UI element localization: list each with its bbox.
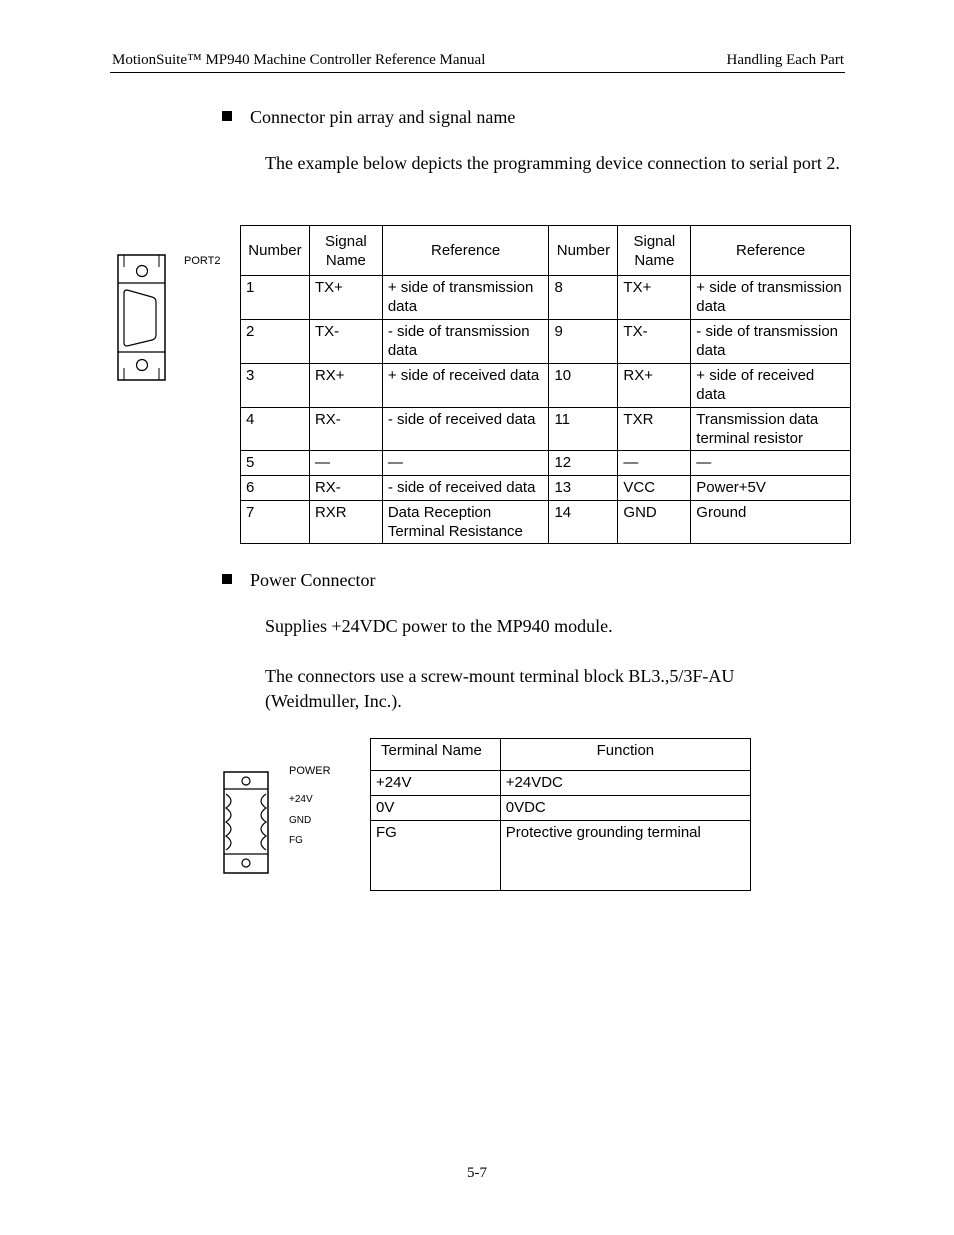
table-row: [241, 276, 851, 320]
power-terminal-table: [370, 738, 751, 891]
table-cell: +24V: [371, 771, 501, 796]
bullet-square-icon: [222, 111, 232, 121]
table-cell: Ground: [691, 501, 851, 544]
table-cell: 8: [549, 276, 618, 320]
table-header-row: [241, 226, 851, 276]
column-header: Reference: [691, 226, 851, 276]
table-cell: 13: [549, 476, 618, 501]
table-cell: 1: [241, 276, 310, 320]
port2-label: PORT2: [184, 255, 221, 267]
table-cell: - side of received data: [382, 408, 549, 451]
column-header: Number: [241, 226, 310, 276]
table-cell: Transmission data terminal resistor: [691, 408, 851, 451]
page-number: 5-7: [467, 1165, 487, 1181]
header-rule: [110, 72, 845, 73]
column-header: Terminal Name: [371, 739, 501, 771]
column-header: Signal Name: [618, 226, 691, 276]
power-connector-icon: [222, 770, 272, 876]
section-heading-text: Power Connector: [250, 570, 376, 590]
table-cell: +24VDC: [500, 771, 750, 796]
table-row: [241, 476, 851, 501]
section-heading-pin-array: [222, 107, 515, 128]
table-cell: Power+5V: [691, 476, 851, 501]
serial-connector-icon: [116, 253, 168, 383]
table-cell: + side of transmission data: [382, 276, 549, 320]
column-header: Reference: [382, 226, 549, 276]
table-cell: FG: [371, 821, 501, 891]
table-cell: 10: [549, 364, 618, 408]
section-heading-power: [222, 570, 375, 591]
table-cell: - side of transmission data: [382, 320, 549, 364]
table-cell: RX-: [309, 408, 382, 451]
table-cell: RXR: [309, 501, 382, 544]
section1-paragraph: The example below depicts the programming device connection to serial port 2.: [265, 153, 840, 173]
table-cell: 2: [241, 320, 310, 364]
table-row: [241, 501, 851, 544]
pin-label-fg: FG: [289, 835, 303, 846]
pin-label-gnd: GND: [289, 815, 312, 826]
running-header-section: Handling Each Part: [726, 52, 844, 68]
table-cell: 0VDC: [500, 796, 750, 821]
column-header: Signal Name: [309, 226, 382, 276]
table-cell: TX+: [309, 276, 382, 320]
table-cell: 0V: [371, 796, 501, 821]
table-cell: 9: [549, 320, 618, 364]
table-row: [241, 320, 851, 364]
table-cell: TX-: [618, 320, 691, 364]
table-cell: RX-: [309, 476, 382, 501]
section2-paragraph-2: The connectors use a screw-mount terminal block BL3.,5/3F-AU (Weidmuller, Inc.).: [265, 666, 735, 711]
table-cell: - side of received data: [382, 476, 549, 501]
table-cell: 4: [241, 408, 310, 451]
table-cell: 3: [241, 364, 310, 408]
table-cell: RX+: [618, 364, 691, 408]
table-cell: TXR: [618, 408, 691, 451]
table-row: [241, 408, 851, 451]
table-cell: TX-: [309, 320, 382, 364]
column-header: Function: [500, 739, 750, 771]
running-header-title: MotionSuite™ MP940 Machine Controller Reference Manual: [112, 52, 486, 68]
table-cell: VCC: [618, 476, 691, 501]
pin-label-24v: +24V: [289, 794, 313, 805]
bullet-square-icon: [222, 574, 232, 584]
table-row: [371, 821, 751, 891]
table-row: [371, 796, 751, 821]
table-cell: 6: [241, 476, 310, 501]
table-cell: 7: [241, 501, 310, 544]
table-header-row: [371, 739, 751, 771]
table-cell: —: [618, 451, 691, 476]
table-row: [241, 364, 851, 408]
table-cell: TX+: [618, 276, 691, 320]
section2-paragraph-1: Supplies +24VDC power to the MP940 module.: [265, 616, 613, 636]
table-cell: —: [382, 451, 549, 476]
pin-signal-table: [240, 225, 851, 544]
table-cell: GND: [618, 501, 691, 544]
table-row: [371, 771, 751, 796]
table-cell: - side of transmission data: [691, 320, 851, 364]
table-cell: + side of transmission data: [691, 276, 851, 320]
section-heading-text: Connector pin array and signal name: [250, 107, 516, 127]
table-cell: 11: [549, 408, 618, 451]
table-cell: RX+: [309, 364, 382, 408]
table-cell: Data Reception Terminal Resistance: [382, 501, 549, 544]
power-label: POWER: [289, 765, 331, 777]
table-cell: + side of received data: [691, 364, 851, 408]
table-cell: + side of received data: [382, 364, 549, 408]
column-header: Number: [549, 226, 618, 276]
table-row: [241, 451, 851, 476]
table-cell: —: [691, 451, 851, 476]
table-cell: —: [309, 451, 382, 476]
table-cell: Protective grounding terminal: [500, 821, 750, 891]
table-cell: 12: [549, 451, 618, 476]
table-cell: 5: [241, 451, 310, 476]
table-cell: 14: [549, 501, 618, 544]
